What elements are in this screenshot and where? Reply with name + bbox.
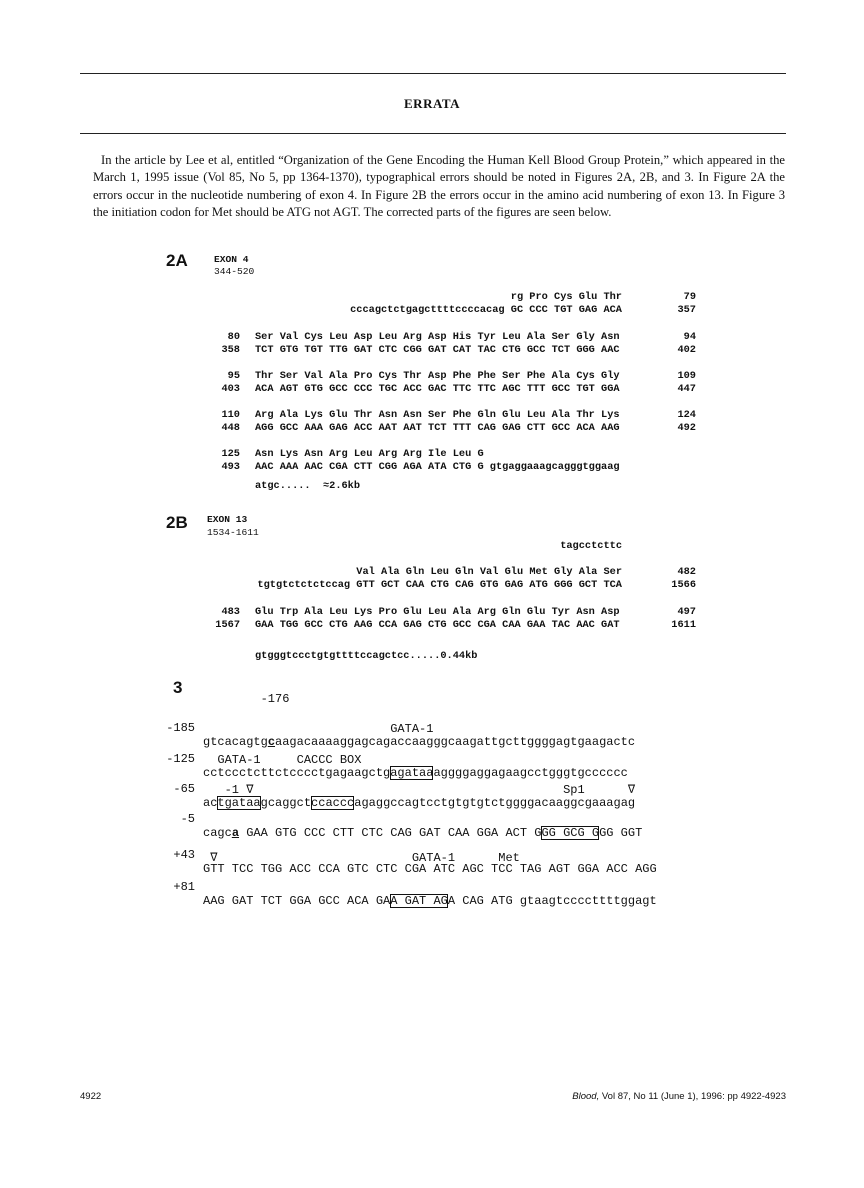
figure-2b-exon: EXON 13: [207, 514, 248, 525]
line-start-number: 403: [221, 383, 240, 395]
errata-paragraph: In the article by Lee et al, entitled “Organization of the Gene Encoding the Human Kell Blood Group Protein,” which appeared in the March 1, 1995 issue (Vol 85, No 5, pp 1364-1370), typographical errors should be noted in Figures 2A, 2B, and 3. In Figure 2A the errors occur in the nucleotide numbering of exon 4. In Figure 2B the errors occur in the amino acid numbering of exon 13. In Figure 3 the initiation codon for Met should be ATG not AGT. The corrected parts of the figures are seen below.: [93, 153, 785, 219]
seq-text: gtcacagtg: [203, 735, 268, 749]
line-end-number: 447: [677, 383, 696, 395]
sequence-text: GAA TGG GCC CTG AAG CCA GAG CTG GCC CGA CAA GAA TAC AAC GAT: [255, 619, 620, 631]
line-end-number: 482: [677, 566, 696, 578]
line-number: -125: [166, 752, 195, 766]
annotation-gata1-caccc: GATA-1 CACCC BOX: [203, 753, 362, 767]
sequence-row: [0, 331, 864, 344]
gata1-box: agataa: [390, 766, 434, 780]
seq-text: aagacaaaaggagcagaccaagggcaagattgcttggggagtgaagactc: [275, 735, 636, 749]
page-title: ERRATA: [404, 96, 460, 111]
line-start-number: 358: [221, 344, 240, 356]
sequence-text: ACA AGT GTG GCC CCC TGC ACC GAC TTC TTC AGC TTT GCC TGT GGA: [255, 383, 620, 395]
page-number: 4922: [80, 1091, 102, 1102]
sequence-row: [0, 383, 864, 396]
sequence-row: [0, 409, 864, 422]
seq-text: GG GGT: [599, 826, 643, 840]
sequence-row: [0, 540, 864, 553]
line-number: +81: [173, 880, 195, 894]
sequence-row: [0, 448, 864, 461]
sequence-row: [0, 579, 864, 592]
journal-name: Blood,: [572, 1091, 600, 1102]
line-end-number: 1611: [671, 619, 696, 631]
seq-text: agaggccagtcctgtgtgtctggggacaaggcgaaagag: [354, 796, 636, 810]
annotation-176: -176: [203, 692, 290, 706]
line-end-number: 1566: [671, 579, 696, 591]
sequence-text: AAC AAA AAC CGA CTT CGG AGA ATA CTG G gtgaggaaagcagggtggaag: [255, 461, 620, 473]
sequence-text: TCT GTG TGT TTG GAT CTC CGG GAT CAT TAC CTG GCC TCT GGG AAC: [255, 344, 620, 356]
sequence-text: Arg Ala Lys Glu Thr Asn Asn Ser Phe Gln Glu Leu Ala Thr Lys: [255, 409, 620, 421]
sequence-row: [0, 480, 864, 493]
line-end-number: 402: [677, 344, 696, 356]
annotation-sp1: -1 ∇ Sp1 ∇: [203, 783, 636, 797]
figure-2a-label: 2A: [166, 251, 188, 270]
line-number: -5: [180, 812, 195, 826]
seq-text: GTT TCC TGG ACC CCA GTC CTC CGA ATC AGC TCC TAG AGT GGA ACC AGG: [203, 862, 657, 876]
title-rule: [80, 133, 786, 134]
sequence-row: [0, 422, 864, 435]
line-start-number: 80: [227, 331, 240, 343]
sequence-text: Val Ala Gln Leu Gln Val Glu Met Gly Ala Ser: [356, 566, 622, 578]
seq-text: cagc: [203, 826, 232, 840]
sequence-text: tgtgtctctctccag GTT GCT CAA CTG CAG GTG GAG ATG GGG GCT TCA: [257, 579, 622, 591]
sequence-text: Glu Trp Ala Leu Lys Pro Glu Leu Ala Arg Gln Glu Tyr Asn Asp: [255, 606, 620, 618]
seq-line: [0, 798, 864, 840]
sequence-row: [0, 344, 864, 357]
seq-text: AAG GAT TCT GGA GCC ACA GA: [203, 894, 391, 908]
sequence-row: [0, 619, 864, 632]
seq-line: [0, 866, 864, 908]
line-start-number: 493: [221, 461, 240, 473]
figure-2a-exon: EXON 4: [214, 254, 249, 265]
sequence-text: gtgggtccctgtgttttccagctcc.....0.44kb: [255, 650, 478, 662]
line-number: +43: [173, 848, 195, 862]
sequence-text: Ser Val Cys Leu Asp Leu Arg Asp His Tyr Leu Ala Ser Gly Asn: [255, 331, 620, 343]
line-start-number: 125: [221, 448, 240, 460]
sequence-text: Asn Lys Asn Arg Leu Arg Arg Ile Leu G: [255, 448, 484, 460]
caccc-box: ccaccc: [311, 796, 355, 810]
sequence-row: [0, 566, 864, 579]
sequence-text: AGG GCC AAA GAG ACC AAT AAT TCT TTT CAG GAG CTT GCC ACA AAG: [255, 422, 620, 434]
sequence-row: [0, 370, 864, 383]
line-end-number: 357: [677, 304, 696, 316]
citation-text: Vol 87, No 11 (June 1), 1996: pp 4922-4923: [599, 1091, 786, 1102]
line-number: -65: [173, 782, 195, 796]
figure-3-label: 3: [173, 678, 183, 697]
seq-text: aggggaggagaagcctgggtgcccccc: [433, 766, 628, 780]
annotation-gata1: GATA-1: [203, 722, 434, 736]
sequence-text: tagcctcttc: [560, 540, 622, 552]
sequence-row: [0, 606, 864, 619]
line-start-number: 110: [221, 409, 240, 421]
sequence-row: [0, 650, 864, 663]
gata1-box: A GAT AG: [390, 894, 448, 908]
annotation-gata1-met: ∇ GATA-1 Met: [203, 851, 520, 865]
bold-base: a: [231, 826, 240, 840]
line-end-number: 124: [677, 409, 696, 421]
seq-text: cctccctcttctcccctgagaagctg: [203, 766, 391, 780]
seq-text: ac: [203, 796, 218, 810]
underlined-base: c: [267, 735, 276, 749]
sequence-row: [0, 461, 864, 474]
seq-text: GAA GTG CCC CTT CTC CAG GAT CAA GGA ACT G: [239, 826, 542, 840]
sequence-text: Thr Ser Val Ala Pro Cys Thr Asp Phe Phe Ser Phe Ala Cys Gly: [255, 370, 620, 382]
line-start-number: 448: [221, 422, 240, 434]
line-end-number: 497: [677, 606, 696, 618]
sequence-text: rg Pro Cys Glu Thr: [510, 291, 622, 303]
sequence-row: [0, 304, 864, 317]
figure-2b-label: 2B: [166, 513, 188, 532]
sp1-box: GG GCG G: [541, 826, 600, 840]
figure-2b-range: 1534-1611: [207, 527, 259, 538]
line-end-number: 94: [683, 331, 696, 343]
sequence-row: [0, 291, 864, 304]
line-end-number: 79: [683, 291, 696, 303]
figure-2a-range: 344-520: [214, 266, 255, 277]
line-start-number: 1567: [215, 619, 240, 631]
line-number: -185: [166, 721, 195, 735]
line-start-number: 483: [221, 606, 240, 618]
sequence-text: atgc..... ≈2.6kb: [255, 480, 361, 492]
gata1-box: tgataa: [217, 796, 261, 810]
seq-text: gcaggct: [260, 796, 312, 810]
seq-text: A CAG ATG gtaagtccccttttggagt: [447, 894, 657, 908]
citation: [572, 1091, 786, 1102]
sequence-text: cccagctctgagcttttccccacag GC CCC TGT GAG ACA: [350, 304, 622, 316]
line-end-number: 109: [677, 370, 696, 382]
line-end-number: 492: [677, 422, 696, 434]
top-rule: [80, 73, 786, 74]
line-start-number: 95: [227, 370, 240, 382]
